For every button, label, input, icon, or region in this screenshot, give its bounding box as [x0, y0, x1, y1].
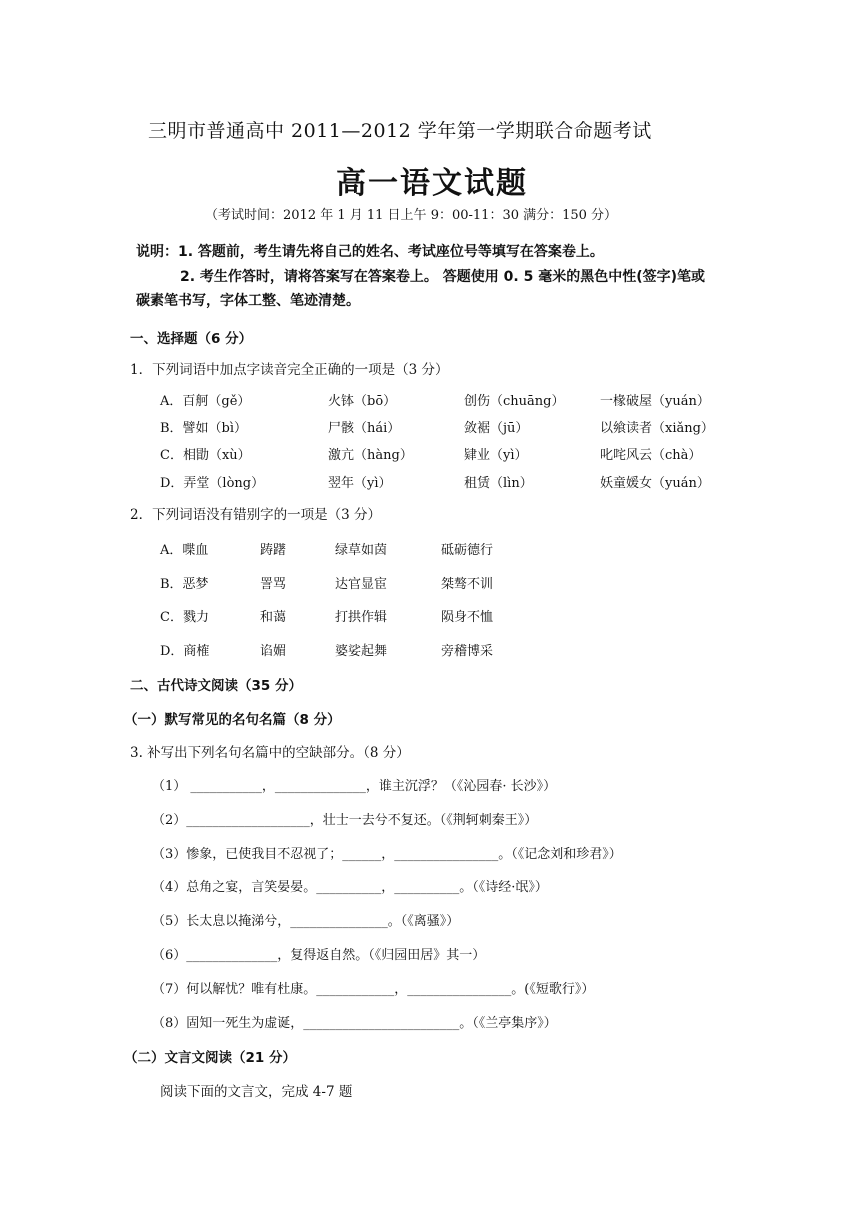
option-item: 激亢（hàng） [328, 448, 413, 463]
option-item: 尸骸（hái） [328, 421, 401, 436]
reading-intro: 阅读下面的文言文，完成 4-7 题 [160, 1084, 353, 1100]
exam-info: （考试时间：2012 年 1 月 11 日上午 9：00-11：30 满分：150 分） [205, 208, 618, 223]
question-2-stem: 2．下列词语没有错别字的一项是（3 分） [130, 507, 381, 523]
instruction-line-2: 2. 考生作答时，请将答案写在答案卷上。 答题使用 0. 5 毫米的黑色中性(签字)笔或 [180, 269, 706, 285]
fill-blank-item: （8）固知一死生为虚诞，________________________。（《兰亭集序》） [152, 1016, 557, 1031]
option-item: C．戮力 [160, 610, 209, 625]
question-3-stem: 3. 补写出下列名句名篇中的空缺部分。（8 分） [130, 745, 410, 761]
option-item: 和蔼 [260, 610, 287, 625]
option-item: D．商榷 [160, 644, 210, 659]
fill-blank-item: （3）惨象，已使我目不忍视了；______，________________。（《记念刘和珍君》） [152, 847, 622, 862]
option-item: A．百舸（gě） [160, 394, 251, 409]
section-1-title: 一、选择题（6 分） [130, 331, 253, 347]
option-item: 妖童媛女（yuán） [600, 476, 710, 491]
option-item: 敛裾（jū） [464, 421, 529, 436]
option-item: B．譬如（bì） [160, 421, 248, 436]
page-title: 高一语文试题 [336, 166, 528, 201]
option-item: 桀骜不训 [441, 577, 494, 592]
instruction-line-1: 说明：1. 答题前，考生请先将自己的姓名、考试座位号等填写在答案卷上。 [136, 244, 604, 260]
option-item: 詈骂 [260, 577, 287, 592]
subsection-1-title: （一）默写常见的名句名篇（8 分） [124, 712, 341, 728]
option-item: 谄媚 [260, 644, 287, 659]
option-item: D．弄堂（lòng） [160, 476, 265, 491]
option-item: 一椽破屋（yuán） [600, 394, 710, 409]
fill-blank-item: （5）长太息以掩涕兮，_______________。（《离骚》） [152, 914, 460, 929]
option-item: 火钵（bō） [328, 394, 397, 409]
option-item: 绿草如茵 [335, 543, 388, 558]
section-2-title: 二、古代诗文阅读（35 分） [130, 678, 302, 694]
option-item: B．恶梦 [160, 577, 209, 592]
option-item: 婆娑起舞 [335, 644, 388, 659]
instruction-line-3: 碳素笔书写，字体工整、笔迹清楚。 [136, 293, 360, 309]
fill-blank-item: （7）何以解忧？唯有杜康。____________，________________。(《短歌行》） [152, 982, 595, 997]
option-item: 旁稽博采 [441, 644, 494, 659]
option-item: 租赁（lìn） [464, 476, 533, 491]
option-item: A．喋血 [160, 543, 209, 558]
option-item: 肄业（yì） [464, 448, 528, 463]
question-1-stem: 1．下列词语中加点字读音完全正确的一项是（3 分） [130, 362, 449, 378]
option-item: 砥砺德行 [441, 543, 494, 558]
fill-blank-item: （4）总角之宴，言笑晏晏。__________，__________。（《诗经·氓》） [152, 880, 548, 895]
fill-blank-item: （2）___________________，壮士一去兮不复还。（《荆轲刺秦王》） [152, 813, 538, 828]
option-item: C．相勖（xù） [160, 448, 251, 463]
subsection-2-title: （二）文言文阅读（21 分） [124, 1050, 296, 1066]
exam-header-line: 三明市普通高中 2011—2012 学年第一学期联合命题考试 [148, 120, 652, 142]
fill-blank-item: （6）______________，复得返自然。（《归园田居》其一） [152, 948, 486, 963]
option-item: 达官显宦 [335, 577, 388, 592]
option-item: 叱咤风云（chà） [600, 448, 702, 463]
fill-blank-item: （1） ___________，______________，谁主沉浮？（《沁园春· 长沙》） [152, 779, 557, 794]
option-item: 创伤（chuāng） [464, 394, 565, 409]
option-item: 踌躇 [260, 543, 287, 558]
option-item: 陨身不恤 [441, 610, 494, 625]
option-item: 打拱作辑 [335, 610, 388, 625]
option-item: 翌年（yì） [328, 476, 392, 491]
option-item: 以飨读者（xiǎng） [600, 421, 714, 436]
